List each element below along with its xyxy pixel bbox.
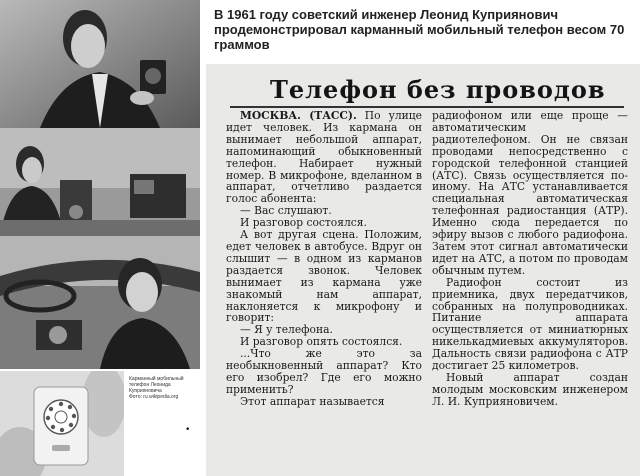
headline: В 1961 году советский инженер Леонид Куприянович продемонстрировал карманный мобильный телефон весом 70 граммов bbox=[214, 7, 625, 52]
photo-inventor-with-device-image bbox=[0, 0, 200, 128]
article-paragraph bbox=[432, 372, 628, 408]
article-paragraph bbox=[226, 348, 422, 396]
paragraph-text: Радиофон состоит из приемника, двух передатчиков, собранных на полупроводниках. Питание аппарата осуществляется от миниатюрных никелькадмиевых аккумуляторов. Дальность связи радиофона с АТР достигает 25 километров. bbox=[432, 275, 628, 373]
dateline: МОСКВА. (ТАСС). bbox=[240, 109, 357, 122]
paragraph-text: — Вас слушают. bbox=[240, 204, 332, 218]
paragraph-text: А вот другая сцена. Положим, едет человек в автобусе. Вдруг он слышит — в одном из карманов раздается звонок. Человек вынимает из кармана уже знакомый нам аппарат, наклоняется к микрофону и говорит: bbox=[226, 228, 422, 325]
bullet-mark: • bbox=[185, 425, 191, 435]
photo-inventor-with-device bbox=[0, 0, 200, 128]
photo-inventor-at-desk bbox=[0, 128, 200, 236]
article-paragraph bbox=[432, 277, 628, 372]
paragraph-text: По улице идет человек. Из кармана он вынимает небольшой аппарат, напоминающий обыкновенный телефон. Набирает нужный номер. В микрофоне, вделанном в аппарат, отчетливо раздается голос абонента: bbox=[226, 109, 422, 206]
photo-pocket-phone bbox=[0, 371, 124, 476]
article-paragraph bbox=[226, 229, 422, 324]
paragraph-text: И разговор состоялся. bbox=[240, 216, 367, 230]
paragraph-text: радиофоном или еще проще — автоматическим радиотелефоном. Он не связан проводами непосредственно с городской телефонной станцией (АТС). Связь осуществляется по-иному. На АТС устанавливается специальная автоматическая телефонная радиостанция (АТР). Именно сюда передается по эфиру вызов с любого радиофона. Затем этот сигнал автоматически идет на АТС, а потом по проводам обычным путем. bbox=[432, 109, 628, 277]
article-left-column bbox=[226, 110, 422, 408]
article-right-column bbox=[432, 110, 628, 408]
paragraph-text: Новый аппарат создан молодым московским инженером Л. И. Куприяновичем. bbox=[432, 370, 628, 408]
article-paragraph bbox=[226, 110, 422, 205]
article-paragraph bbox=[432, 110, 628, 277]
article-title: Телефон без проводов bbox=[270, 75, 606, 104]
paragraph-text: И разговор опять состоялся. bbox=[240, 335, 403, 349]
article-paragraph bbox=[226, 396, 422, 408]
paragraph-text: — Я у телефона. bbox=[240, 323, 333, 337]
photo-caption: Карманный мобильный телефон Леонида Куприяновича Фото: ru.wikipedia.org bbox=[129, 376, 184, 400]
photo-inventor-in-car bbox=[0, 236, 200, 369]
photo-pocket-phone-image bbox=[0, 371, 124, 476]
paragraph-text: Этот аппарат называется bbox=[240, 394, 385, 408]
paragraph-text: ...Что же это за необыкновенный аппарат? Кто его изобрел? Где его можно применить? bbox=[226, 347, 422, 396]
title-divider bbox=[230, 106, 624, 108]
photo-inventor-in-car-image bbox=[0, 236, 200, 369]
photo-inventor-at-desk-image bbox=[0, 128, 200, 236]
